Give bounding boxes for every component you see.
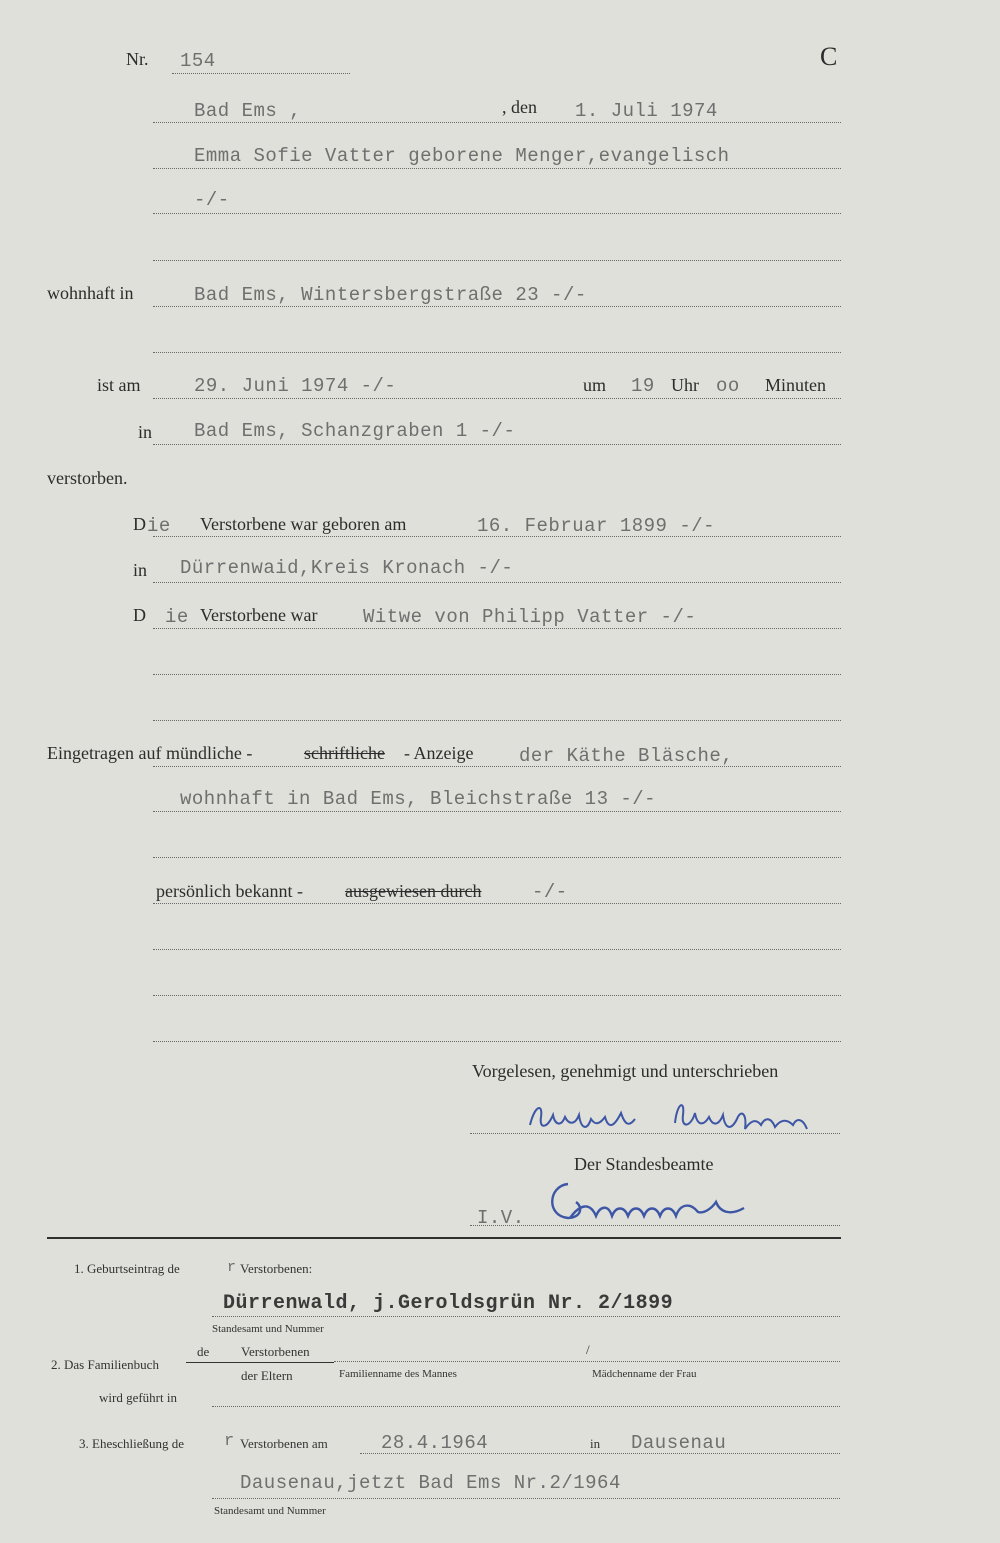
item3-label: 3. Eheschließung de xyxy=(79,1436,185,1451)
signature-line-1 xyxy=(470,1133,840,1134)
item2-label: 2. Das Familienbuch xyxy=(51,1357,159,1372)
d2-prefix: D xyxy=(133,605,146,625)
status-line xyxy=(153,628,841,629)
death-place: Bad Ems, Schanzgraben 1 -/- xyxy=(194,420,516,442)
uhr-label: Uhr xyxy=(671,375,699,395)
die-suffix: ie xyxy=(147,515,171,537)
item1-label: 1. Geburtseintrag de xyxy=(74,1261,180,1276)
birth-place: Dürrenwaid,Kreis Kronach -/- xyxy=(180,557,514,579)
item1-value: Dürrenwald, j.Geroldsgrün Nr. 2/1899 xyxy=(223,1292,674,1315)
standesbeamte-label: Der Standesbeamte xyxy=(574,1154,714,1174)
reporter-name: der Käthe Bläsche, xyxy=(519,745,734,767)
bekannt-line-4 xyxy=(153,1041,841,1042)
wohnhaft-line xyxy=(153,306,841,307)
minuten-label: Minuten xyxy=(765,375,826,395)
reporter-line-3 xyxy=(153,857,841,858)
birth-in-label: in xyxy=(133,560,148,580)
nr-dotted-line xyxy=(172,73,350,74)
verstorben-label: verstorben. xyxy=(47,468,128,488)
name-line-1 xyxy=(153,168,841,169)
item3-value: Dausenau,jetzt Bad Ems Nr.2/1964 xyxy=(240,1472,621,1494)
iv-label: I.V. xyxy=(477,1207,525,1229)
marital-status: Witwe von Philipp Vatter -/- xyxy=(363,606,697,628)
um-label: um xyxy=(583,375,607,395)
reporter-address-line xyxy=(153,811,841,812)
familienname-mannes: Familienname des Mannes xyxy=(339,1368,457,1380)
geboren-label: Verstorbene war geboren am xyxy=(200,514,407,534)
item2-slash: / xyxy=(586,1342,590,1357)
die-prefix: D xyxy=(133,514,146,534)
item2-line xyxy=(334,1361,840,1362)
item3-line xyxy=(360,1453,840,1454)
war-label: Verstorbene war xyxy=(200,605,318,625)
item2-gefuehrt: wird geführt in xyxy=(99,1390,177,1405)
name-line-3 xyxy=(153,260,841,261)
bekannt-value: -/- xyxy=(532,881,568,903)
item3-in: in xyxy=(590,1436,601,1451)
item3-suffix: Verstorbenen am xyxy=(240,1436,328,1451)
registrar-signature xyxy=(540,1178,760,1226)
schriftliche-struck: schriftliche xyxy=(304,743,385,763)
maedchenname-frau: Mädchenname der Frau xyxy=(592,1368,697,1380)
reporter-line xyxy=(153,766,841,767)
item1-r: r xyxy=(227,1259,237,1276)
standesamt-nummer-3: Standesamt und Nummer xyxy=(214,1505,326,1517)
wohnhaft-label: wohnhaft in xyxy=(47,283,134,303)
vorgelesen-label: Vorgelesen, genehmigt und unterschrieben xyxy=(472,1061,779,1081)
item2-gefuehrt-line xyxy=(212,1406,840,1407)
nr-label: Nr. xyxy=(126,49,149,69)
form-letter: C xyxy=(820,42,838,71)
place-value: Bad Ems , xyxy=(194,100,302,122)
wohnhaft-value: Bad Ems, Wintersbergstraße 23 -/- xyxy=(194,284,587,306)
ausgewiesen-struck: ausgewiesen durch xyxy=(345,881,482,901)
item3-date: 28.4.1964 xyxy=(381,1432,489,1454)
status-line-3 xyxy=(153,720,841,721)
footer-divider xyxy=(47,1237,841,1239)
death-minutes: oo xyxy=(716,375,740,397)
item2-de: de xyxy=(197,1344,210,1359)
item3-r: r xyxy=(224,1432,235,1451)
nr-value: 154 xyxy=(180,50,216,72)
death-date-line xyxy=(153,398,841,399)
bekannt-line-3 xyxy=(153,995,841,996)
anzeige-label: - Anzeige xyxy=(404,743,474,763)
date-line xyxy=(153,122,841,123)
standesamt-nummer-1: Standesamt und Nummer xyxy=(212,1323,324,1335)
death-place-in-label: in xyxy=(138,422,153,442)
item1-suffix: Verstorbenen: xyxy=(240,1261,313,1276)
bekannt-line-2 xyxy=(153,949,841,950)
name-continuation: -/- xyxy=(194,189,230,211)
item2-verstorbenen: Verstorbenen xyxy=(241,1344,310,1359)
death-place-line xyxy=(153,444,841,445)
ist-am-label: ist am xyxy=(97,375,141,395)
d2-suffix: ie xyxy=(165,606,189,628)
item3-value-line xyxy=(212,1498,840,1499)
death-hour: 19 xyxy=(631,375,655,397)
birth-date-line xyxy=(153,536,841,537)
item3-place: Dausenau xyxy=(631,1432,727,1454)
signature-line-2 xyxy=(470,1225,840,1226)
item1-line xyxy=(212,1316,840,1317)
birth-place-line xyxy=(153,582,841,583)
status-line-2 xyxy=(153,674,841,675)
den-label: , den xyxy=(502,97,537,117)
bekannt-line xyxy=(153,903,841,904)
death-date: 29. Juni 1974 -/- xyxy=(194,375,397,397)
birth-date: 16. Februar 1899 -/- xyxy=(477,515,716,537)
name-line-2 xyxy=(153,213,841,214)
item2-eltern: der Eltern xyxy=(241,1368,293,1383)
bekannt-label: persönlich bekannt - xyxy=(156,881,303,901)
deceased-name: Emma Sofie Vatter geborene Menger,evangelisch xyxy=(194,145,730,167)
wohnhaft-line-2 xyxy=(153,352,841,353)
reporter-address: wohnhaft in Bad Ems, Bleichstraße 13 -/- xyxy=(180,788,657,810)
record-date: 1. Juli 1974 xyxy=(575,100,718,122)
item2-fraction-line xyxy=(186,1362,334,1363)
eingetragen-label: Eingetragen auf mündliche - xyxy=(47,743,253,763)
